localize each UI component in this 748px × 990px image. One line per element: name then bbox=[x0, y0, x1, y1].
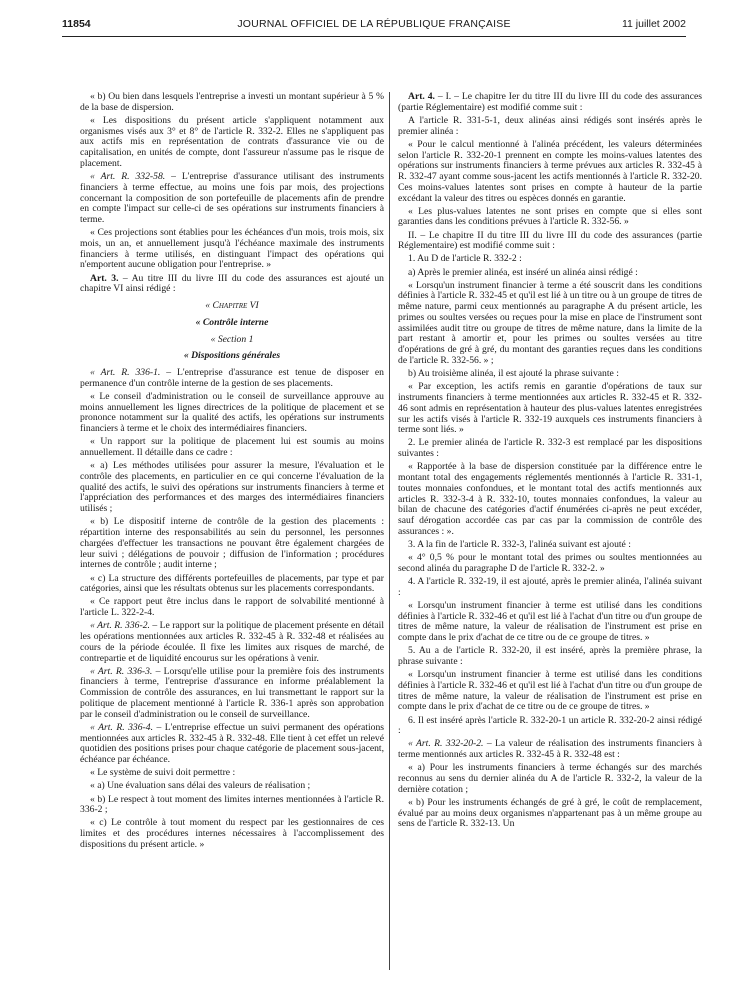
page-number: 11854 bbox=[62, 18, 91, 30]
page-header bbox=[62, 14, 686, 32]
paragraph: 1. Au D de l'article R. 332-2 : bbox=[408, 253, 522, 265]
paragraph: II. – Le chapitre II du titre III du livre III du code des assurances (partie Réglementaire) est modifié comme suit : bbox=[398, 229, 702, 252]
paragraph: « Le conseil d'administration ou le conseil de surveillance approuve au moins annuellement les lignes directrices de la politique de placement et se prononce notamment sur la qualité des actifs, les opérations sur instruments financiers à terme et le choix des intermédiaires financiers. bbox=[80, 390, 384, 435]
paragraph bbox=[80, 368, 384, 390]
article-ref: Art. 4. bbox=[408, 91, 435, 102]
paragraph: « b) Ou bien dans lesquels l'entreprise a investi un montant supérieur à 5 % de la base de dispersion. bbox=[80, 91, 384, 113]
paragraph: « a) Pour les instruments financiers à terme échangés sur des marchés reconnus au sens du dernier alinéa du A de l'article R. 332-2, la valeur de la dernière cotation ; bbox=[398, 762, 702, 795]
left-column bbox=[80, 92, 384, 853]
paragraph-text: – Au titre III du livre III du code des assurances est ajouté un chapitre VI ainsi rédigé : bbox=[80, 272, 384, 295]
paragraph: « Pour le calcul mentionné à l'alinéa précédent, les valeurs déterminées selon l'article R. 332-20-1 prennent en compte les moins-values latentes des opérations sur instruments financiers à terme prévues aux articles R. 332-45 à R. 332-47 ayant comme sous-jacent les actifs mentionnés à l'article R. 332-20. Ces moins-values latentes sont prises en compte à hauteur de la partie excédant la valeur des titres ou espèces donnés en garantie. bbox=[398, 138, 702, 204]
paragraph: « Ce rapport peut être inclus dans le rapport de solvabilité mentionné à l'article L. 322-2-4. bbox=[80, 596, 384, 619]
paragraph: A l'article R. 331-5-1, deux alinéas ainsi rédigés sont insérés après le premier alinéa : bbox=[398, 114, 702, 137]
paragraph-text: – I. – Le chapitre Ier du titre III du livre III du code des assurances (partie Réglementaire) est modifié comme suit : bbox=[398, 91, 702, 113]
paragraph bbox=[80, 172, 384, 226]
paragraph: « c) La structure des différents portefeuilles de placements, par type et par catégories, ainsi que les résultats obtenus sur les placements correspondants. bbox=[80, 572, 384, 595]
header-rule bbox=[62, 36, 686, 37]
paragraph-text: – La valeur de réalisation des instruments financiers à terme mentionnés aux articles R. 332-45 à R. 332-48 est : bbox=[398, 738, 702, 761]
paragraph-text: – Le rapport sur la politique de placement présente en détail les opérations mentionnées aux articles R. 332-45 à R. 332-48 et réalisées au cours de la période écoulée. Il fixe les limites aux risques de marché, de contrepartie et de liquidité encourus sur les opérations à venir. bbox=[80, 620, 384, 664]
paragraph: « Les dispositions du présent article s'appliquent notamment aux organismes visés aux 3° et 8° de l'article R. 332-2. Elles ne s'appliquent pas aux actifs mis en représentation de contrats d'assurance vie ou de capitalisation, en unités de compte, dont l'assureur n'assume pas le risque de placement. bbox=[80, 114, 384, 169]
section-subheading: « Dispositions générales bbox=[183, 350, 281, 362]
paragraph bbox=[80, 667, 384, 721]
article-ref: « Art. R. 332-58. bbox=[90, 171, 166, 183]
paragraph: « Ces projections sont établies pour les échéances d'un mois, trois mois, six mois, un an, et annuellement jusqu'à l'échéance maximale des instruments financiers à terme utilisés, en distinguant l'impact des opérations qui n'emportent aucune obligation pour l'entreprise. » bbox=[80, 227, 384, 271]
paragraph: « 4° 0,5 % pour le montant total des primes ou soultes mentionnées au second alinéa du paragraphe D de l'article R. 332-2. » bbox=[398, 552, 702, 574]
journal-title: JOURNAL OFFICIEL DE LA RÉPUBLIQUE FRANÇAISE bbox=[237, 18, 511, 30]
paragraph: « Le système de suivi doit permettre : bbox=[90, 767, 236, 779]
article-ref: « Art. R. 336-4. bbox=[90, 721, 153, 733]
paragraph: a) Après le premier alinéa, est inséré un alinéa ainsi rédigé : bbox=[408, 266, 638, 278]
paragraph-text: – Lorsqu'elle utilise pour la première fois des instruments financiers à terme, l'entreprise d'assurance en informe préalablement la Commission de contrôle des assurances, en lui transmettant le rapport sur la politique de placement mentionné à l'article R. 336-1 après son approbation par le conseil d'administration ou le conseil de surveillance. bbox=[80, 665, 384, 720]
chapter-subheading: « Contrôle interne bbox=[195, 316, 269, 328]
section-heading: « Section 1 bbox=[210, 333, 254, 345]
paragraph bbox=[80, 621, 384, 664]
paragraph: « Les plus-values latentes ne sont prises en compte que si elles sont garanties dans les conditions prévues à l'article R. 332-56. » bbox=[398, 205, 702, 228]
paragraph bbox=[80, 723, 384, 766]
paragraph-text: – L'entreprise effectue un suivi permanent des opérations mentionnées aux articles R. 332-45 à R. 332-48. Elle tient à cet effet un relevé quotidien des positions prises pour chaque catégorie de placement sous-jacent, échéance par échéance. bbox=[80, 721, 384, 766]
paragraph: « a) Les méthodes utilisées pour assurer la mesure, l'évaluation et le contrôle des placements, en particulier en ce qui concerne l'évaluation de la qualité des actifs, le suivi des opérations sur instruments financiers à terme et l'appréciation des performances et des marges des intermédiaires financiers utilisés ; bbox=[80, 460, 384, 515]
article-ref: « Art. R. 336-2. bbox=[90, 620, 150, 632]
paragraph: « Lorsqu'un instrument financier à terme est utilisé dans les conditions définies à l'article R. 332-46 et qu'il est lié à l'achat d'un titre ou d'un groupe de titres de même nature, la valeur de réalisation de l'instrument est prise en compte dans le prix d'achat de ce titre ou de ce groupe de titres. » bbox=[398, 599, 703, 644]
article-ref: Art. 3. bbox=[90, 272, 119, 284]
column-divider bbox=[389, 92, 390, 970]
paragraph: « b) Pour les instruments échangés de gré à gré, le coût de remplacement, évalué par au moins deux organismes n'appartenant pas à un même groupe au sens de l'article R. 332-13. Un bbox=[398, 796, 702, 830]
paragraph: 4. A l'article R. 332-19, il est ajouté, après le premier alinéa, l'alinéa suivant : bbox=[398, 575, 702, 598]
paragraph: 3. A la fin de l'article R. 332-3, l'alinéa suivant est ajouté : bbox=[408, 538, 631, 550]
paragraph bbox=[398, 92, 702, 114]
paragraph: 2. Le premier alinéa de l'article R. 332-3 est remplacé par les dispositions suivantes : bbox=[398, 437, 702, 460]
article-ref: « Art. R. 332-20-2. bbox=[408, 738, 484, 750]
paragraph: b) Au troisième alinéa, il est ajouté la phrase suivante : bbox=[408, 368, 619, 380]
paragraph bbox=[398, 739, 702, 761]
paragraph: « a) Une évaluation sans délai des valeurs de réalisation ; bbox=[90, 780, 311, 792]
paragraph: « Lorsqu'un instrument financier à terme a été souscrit dans les conditions définies à l'article R. 332-45 et qu'il est lié à un titre ou à un groupe de titres de même nature, parmi ceux mentionnés au paragraphe A du présent article, les primes ou soultes versées ou reçues pour la mise en place de l'instrument sont assimilées audit titre ou groupe de titres de même nature, dans la limite de la part restant à amortir et, pour les primes ou soultes versées au titre d'opérations de gré à gré, du montant des garanties reçues dans les conditions de l'article R. 332-56. » ; bbox=[398, 279, 702, 366]
paragraph: « b) Le dispositif interne de contrôle de la gestion des placements : répartition interne des responsabilités au sein du personnel, les personnes chargées d'effectuer les transactions ne pouvant être également chargées de leur suivi ; délégations de pouvoir ; diffusion de l'information ; procédures internes de contrôle ; audit interne ; bbox=[80, 516, 384, 571]
right-column bbox=[398, 92, 702, 833]
article-ref: « Art. R. 336-1. bbox=[90, 367, 161, 379]
paragraph bbox=[80, 274, 384, 296]
paragraph-text: – L'entreprise d'assurance est tenue de disposer en permanence d'un contrôle interne de la gestion de ses placements. bbox=[80, 367, 384, 389]
paragraph: « c) Le contrôle à tout moment du respect par les gestionnaires de ces limites et des procédures internes nécessaires à l'accomplissement des dispositions du présent article. » bbox=[80, 817, 384, 850]
paragraph: « Par exception, les actifs remis en garantie d'opérations de taux sur instruments financiers à terme mentionnées aux articles R. 332-45 et R. 332-46 sont admis en représentation à hauteur des plus-values latentes enregistrées sur les actifs visés à l'article R. 332-19 auxquels ces instruments financiers à terme sont liés. » bbox=[398, 381, 702, 436]
paragraph: « Rapportée à la base de dispersion constituée par la différence entre le montant total des engagements réglementés mentionnés à l'article R. 331-1, toutes monnaies confondues, et le montant total des actifs mentionnés aux articles R. 332-3-4 à R. 332-10, toutes monnaies confondues, la valeur au bilan de chacune des catégories d'actif énumérées ci-après ne peut excéder, sauf dérogation accordée cas par cas par la commission de contrôle des assurances : ». bbox=[398, 461, 702, 537]
chapter-heading: « Chapitre VI bbox=[205, 300, 259, 312]
paragraph: « Lorsqu'un instrument financier à terme est utilisé dans les conditions définies à l'article R. 332-46 et qu'il est lié à l'achat d'un titre ou d'un groupe de titres de même nature, la valeur de réalisation de l'instrument est prise en compte dans le prix d'achat de ce titre ou de ce groupe de titres. » bbox=[398, 669, 703, 713]
paragraph-text: – L'entreprise d'assurance utilisant des instruments financiers à terme effectue, au moins une fois par mois, des projections concernant la composition de son portefeuille de placements afin de prendre en compte l'impact sur celle-ci de ses opérations sur instruments financiers à terme. bbox=[80, 171, 384, 226]
paragraph: 6. Il est inséré après l'article R. 332-20-1 un article R. 332-20-2 ainsi rédigé : bbox=[398, 714, 702, 737]
article-ref: « Art. R. 336-3. bbox=[90, 665, 153, 677]
issue-date: 11 juillet 2002 bbox=[621, 18, 686, 30]
paragraph: 5. Au a de l'article R. 332-20, il est inséré, après la première phrase, la phrase suivante : bbox=[398, 645, 702, 667]
paragraph: « Un rapport sur la politique de placement lui est soumis au moins annuellement. Il détaille dans ce cadre : bbox=[80, 436, 384, 459]
paragraph: « b) Le respect à tout moment des limites internes mentionnées à l'article R. 336-2 ; bbox=[80, 793, 384, 816]
